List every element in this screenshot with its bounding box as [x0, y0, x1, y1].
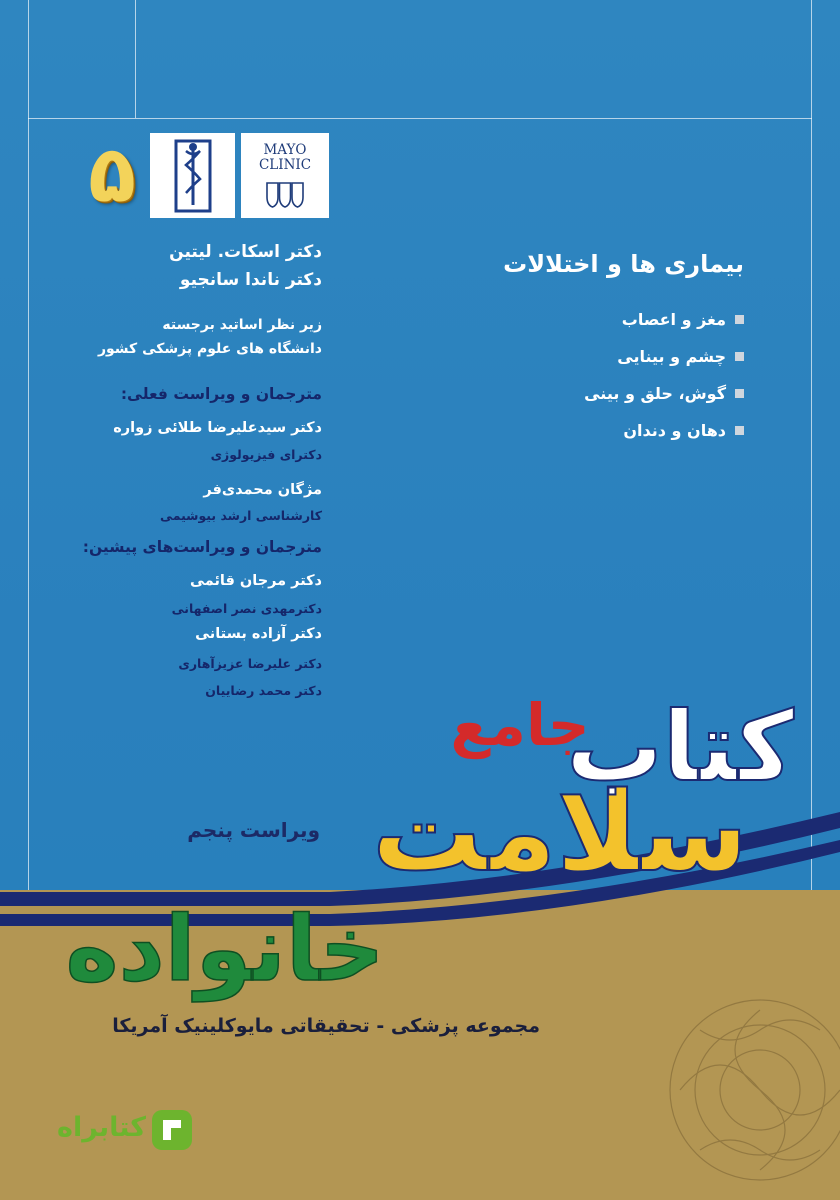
ketabrah-brand	[38, 1106, 198, 1154]
previous-translator-name: دکترمهدی نصر اصفهانی	[171, 601, 322, 616]
author-2: دکتر ناندا سانجیو	[179, 270, 322, 290]
translator-name: مژگان محمدی‌فر	[203, 482, 322, 498]
previous-translator-name: دکتر مرجان قائمی	[190, 573, 322, 589]
topic-label: مغز و اعصاب	[621, 310, 726, 329]
previous-translators-heading: مترجمان و ویراست‌های پیشین:	[82, 538, 322, 556]
mayo-line-2: CLINIC	[258, 157, 312, 173]
topics-heading: بیماری ها و اختلالات	[503, 250, 744, 278]
ketabrah-wordmark: کتابراه	[57, 1112, 146, 1143]
translator-name: دکتر سیدعلیرضا طلائی زواره	[113, 420, 322, 436]
edition-label: ویراست پنجم	[187, 818, 320, 842]
topic-label: گوش، حلق و بینی	[584, 384, 726, 403]
subtitle: مجموعه پزشکی - تحقیقاتی مایوکلینیک آمریکا	[112, 1015, 540, 1037]
topic-label: چشم و بینایی	[617, 347, 726, 366]
ketabrah-logo-icon	[150, 1108, 194, 1152]
translator-title: دکترای فیزیولوژی	[210, 447, 322, 462]
translator-title: کارشناسی ارشد بیوشیمی	[160, 508, 322, 523]
supervision-line-2: دانشگاه های علوم پزشکی کشور	[97, 341, 322, 357]
current-translators-heading: مترجمان و ویراست فعلی:	[120, 385, 322, 403]
mayo-line-1: MAYO	[263, 142, 307, 158]
previous-translator-name: دکتر محمد رضاییان	[205, 683, 322, 698]
topic-label: دهان و دندان	[623, 421, 726, 440]
title-word-ketab: کتاب	[566, 691, 794, 803]
title-word-jame: جامع	[450, 691, 590, 759]
title-word-khanevade: خانواده	[65, 897, 385, 1002]
previous-translator-name: دکتر آزاده بستانی	[195, 626, 322, 642]
title-word-salamat: سلامت	[371, 768, 749, 896]
previous-translator-name: دکتر علیرضا عزیزآهاری	[178, 656, 322, 671]
supervision-line-1: زیر نظر اساتید برجسته	[162, 317, 322, 333]
author-1: دکتر اسکات. لیتین	[169, 242, 322, 262]
volume-number: ۵	[88, 130, 136, 220]
